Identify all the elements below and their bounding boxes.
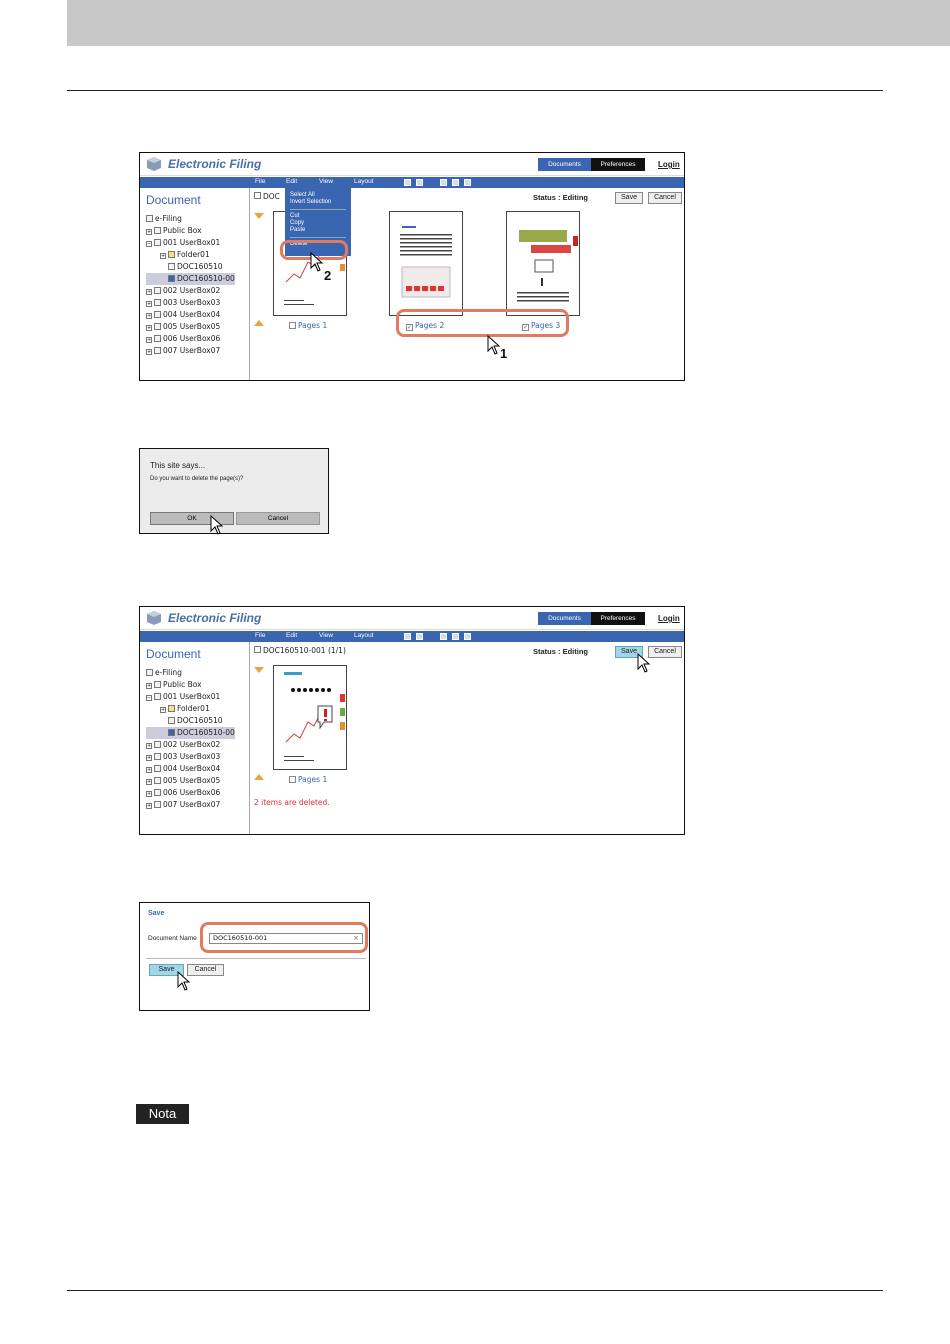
- menu-item-delete[interactable]: Delete: [290, 241, 308, 247]
- box-icon: [154, 335, 161, 342]
- toolbar-cut-icon[interactable]: [440, 179, 447, 186]
- scroll-up-arrow-icon[interactable]: [254, 667, 264, 673]
- step-number-2: 2: [324, 268, 332, 283]
- menu-layout[interactable]: Layout: [354, 632, 374, 639]
- document-name-text: DOC: [263, 192, 280, 201]
- dialog-ok-button[interactable]: OK: [150, 512, 234, 525]
- menu-edit[interactable]: Edit: [286, 632, 298, 639]
- sidebar-title: Document: [146, 647, 201, 661]
- expand-icon[interactable]: +: [147, 803, 152, 809]
- page-3-checkbox[interactable]: ✓: [523, 324, 529, 331]
- efiling-logo-icon: [146, 610, 162, 626]
- tree-item[interactable]: 002 UserBox02: [163, 740, 221, 749]
- page-1-label[interactable]: [289, 321, 327, 330]
- document-name-text: DOC160510-001 (1/1): [263, 646, 346, 655]
- scroll-down-arrow-icon[interactable]: [254, 320, 264, 326]
- sidebar: [140, 642, 250, 834]
- expand-icon[interactable]: +: [147, 229, 152, 235]
- cancel-button[interactable]: Cancel: [648, 192, 682, 204]
- tree-item[interactable]: 006 UserBox06: [163, 788, 221, 797]
- page-thumbnail-image: [390, 212, 462, 315]
- tab-preferences[interactable]: Preferences: [591, 612, 645, 625]
- login-link[interactable]: Login: [658, 614, 680, 623]
- app-title: Electronic Filing: [168, 611, 262, 625]
- app-title: Electronic Filing: [168, 157, 262, 171]
- confirm-dialog: [139, 448, 329, 534]
- tree-item[interactable]: Folder01: [177, 250, 210, 259]
- mouse-cursor-icon: [310, 252, 324, 272]
- expand-icon[interactable]: +: [147, 683, 152, 689]
- box-icon: [154, 789, 161, 796]
- box-icon: [154, 299, 161, 306]
- menu-view[interactable]: View: [319, 178, 333, 185]
- page-thumbnail[interactable]: [506, 211, 580, 316]
- tree-item-selected[interactable]: DOC160510-00: [177, 728, 235, 737]
- sidebar: [140, 188, 250, 380]
- save-button[interactable]: Save: [615, 192, 643, 204]
- tree-item[interactable]: Public Box: [163, 680, 202, 689]
- menu-file[interactable]: File: [255, 178, 266, 185]
- expand-icon[interactable]: +: [147, 791, 152, 797]
- document-name: [254, 192, 280, 201]
- page-thumbnail[interactable]: [273, 665, 347, 770]
- page-1-checkbox[interactable]: [289, 776, 296, 783]
- tab-preferences[interactable]: Preferences: [591, 158, 645, 171]
- document-name: [254, 646, 346, 655]
- expand-icon[interactable]: +: [147, 779, 152, 785]
- tree-item[interactable]: 007 UserBox07: [163, 346, 221, 355]
- dialog-title: This site says...: [150, 461, 206, 470]
- page-1-label-text: Pages 1: [298, 321, 328, 330]
- mouse-cursor-icon: [487, 335, 501, 355]
- tree-item-selected[interactable]: DOC160510-00: [177, 274, 235, 283]
- box-icon: [154, 227, 161, 234]
- mouse-cursor-icon: [637, 653, 651, 673]
- expand-icon[interactable]: +: [161, 707, 166, 713]
- page-header-band: [67, 0, 950, 46]
- save-button[interactable]: Save: [149, 964, 184, 976]
- tree-item[interactable]: Public Box: [163, 226, 202, 235]
- dialog-cancel-button[interactable]: Cancel: [236, 512, 320, 525]
- screenshot-delete-pages: [139, 152, 685, 381]
- deleted-message: 2 items are deleted.: [254, 798, 330, 807]
- toolbar-copy-icon[interactable]: [452, 633, 459, 640]
- footer-rule: [67, 1290, 883, 1291]
- mouse-cursor-icon: [210, 515, 224, 535]
- tree-item[interactable]: 003 UserBox03: [163, 298, 221, 307]
- clear-icon[interactable]: ×: [353, 934, 359, 942]
- box-icon: [154, 753, 161, 760]
- tree-item[interactable]: 001 UserBox01: [163, 692, 221, 701]
- tree-item[interactable]: DOC160510: [177, 716, 223, 725]
- box-icon: [154, 323, 161, 330]
- menu-bar: [140, 177, 684, 188]
- save-dialog: [139, 902, 370, 1011]
- folder-icon: [168, 705, 175, 712]
- menu-bar: [140, 631, 684, 642]
- page-thumbnail-image: [507, 212, 579, 315]
- tree-item[interactable]: 004 UserBox04: [163, 310, 221, 319]
- expand-icon[interactable]: +: [147, 767, 152, 773]
- menu-divider: [290, 237, 346, 238]
- toolbar-save-icon[interactable]: [404, 179, 411, 186]
- dialog-divider: [146, 958, 366, 959]
- tree-item[interactable]: 005 UserBox05: [163, 322, 221, 331]
- menu-item-copy[interactable]: Copy: [290, 220, 305, 226]
- mouse-cursor-icon: [177, 971, 191, 991]
- highlight-document-name: [200, 922, 368, 953]
- document-name-value: DOC160510-001: [213, 934, 268, 942]
- document-icon: [168, 717, 175, 724]
- expand-icon[interactable]: +: [147, 349, 152, 355]
- box-icon: [154, 765, 161, 772]
- highlight-selected-pages: [396, 309, 569, 337]
- tree-item[interactable]: Folder01: [177, 704, 210, 713]
- menu-edit[interactable]: Edit: [286, 178, 298, 185]
- cancel-button[interactable]: Cancel: [187, 964, 224, 976]
- box-icon: [154, 681, 161, 688]
- efiling-icon: [146, 215, 153, 222]
- collapse-icon[interactable]: −: [147, 241, 152, 247]
- box-icon: [154, 741, 161, 748]
- box-icon: [154, 801, 161, 808]
- note-label: Nota: [136, 1104, 189, 1124]
- menu-item-paste[interactable]: Paste: [290, 227, 306, 233]
- dialog-message: Do you want to delete the page(s)?: [150, 476, 244, 482]
- tree-item[interactable]: 002 UserBox02: [163, 286, 221, 295]
- menu-layout[interactable]: Layout: [354, 178, 374, 185]
- document-icon: [254, 646, 261, 653]
- status-text: Status : Editing: [533, 193, 588, 202]
- document-icon: [254, 192, 261, 199]
- efiling-logo-icon: [146, 156, 162, 172]
- step-number-1: 1: [500, 346, 508, 361]
- expand-icon[interactable]: +: [147, 325, 152, 331]
- folder-icon: [168, 251, 175, 258]
- menu-file[interactable]: File: [255, 632, 266, 639]
- menu-divider: [290, 209, 346, 210]
- menu-item-select-all[interactable]: Select All: [290, 192, 315, 198]
- tree-item[interactable]: 005 UserBox05: [163, 776, 221, 785]
- tree-item[interactable]: 003 UserBox03: [163, 752, 221, 761]
- box-icon: [154, 777, 161, 784]
- toolbar-print-icon[interactable]: [416, 179, 423, 186]
- page-thumbnail-image: [274, 666, 346, 769]
- page-thumbnail[interactable]: [389, 211, 463, 316]
- screenshot-after-delete: [139, 606, 685, 835]
- tree-item[interactable]: 001 UserBox01: [163, 238, 221, 247]
- tree-item[interactable]: e-Filing: [155, 668, 182, 677]
- page-1-checkbox[interactable]: [289, 322, 296, 329]
- document-icon: [168, 275, 175, 282]
- folder-tree: [146, 213, 235, 357]
- scroll-up-arrow-icon[interactable]: [254, 213, 264, 219]
- menu-item-invert-selection[interactable]: Invert Selection: [290, 199, 332, 205]
- efiling-icon: [146, 669, 153, 676]
- toolbar-save-icon[interactable]: [404, 633, 411, 640]
- page-2-label-text: Pages 2: [415, 321, 445, 330]
- page-3-label-text: Pages 3: [531, 321, 561, 330]
- tree-item[interactable]: 006 UserBox06: [163, 334, 221, 343]
- app-header: [140, 607, 684, 630]
- scroll-down-arrow-icon[interactable]: [254, 774, 264, 780]
- document-name-label: Document Name: [148, 935, 197, 942]
- app-header: [140, 153, 684, 176]
- menu-view[interactable]: View: [319, 632, 333, 639]
- status-text: Status : Editing: [533, 647, 588, 656]
- box-icon: [154, 693, 161, 700]
- save-dialog-title: Save: [148, 910, 165, 917]
- expand-icon[interactable]: +: [147, 337, 152, 343]
- folder-tree: [146, 667, 235, 811]
- expand-icon[interactable]: +: [147, 301, 152, 307]
- box-icon: [154, 287, 161, 294]
- header-rule: [67, 90, 883, 91]
- tree-item[interactable]: 007 UserBox07: [163, 800, 221, 809]
- toolbar-cut-icon[interactable]: [440, 633, 447, 640]
- expand-icon[interactable]: +: [147, 755, 152, 761]
- document-icon: [168, 263, 175, 270]
- toolbar-paste-icon[interactable]: [464, 179, 471, 186]
- tree-item[interactable]: 004 UserBox04: [163, 764, 221, 773]
- menu-item-cut[interactable]: Cut: [290, 213, 300, 219]
- tab-documents[interactable]: Documents: [538, 612, 591, 625]
- expand-icon[interactable]: +: [147, 313, 152, 319]
- expand-icon[interactable]: +: [147, 289, 152, 295]
- toolbar-copy-icon[interactable]: [452, 179, 459, 186]
- save-button[interactable]: Save: [615, 646, 643, 658]
- collapse-icon[interactable]: −: [147, 695, 152, 701]
- expand-icon[interactable]: +: [147, 743, 152, 749]
- document-icon: [168, 729, 175, 736]
- page-1-label-text: Pages 1: [298, 775, 328, 784]
- login-link[interactable]: Login: [658, 160, 680, 169]
- box-icon: [154, 239, 161, 246]
- page-2-checkbox[interactable]: ✓: [407, 324, 413, 331]
- sidebar-title: Document: [146, 193, 201, 207]
- tab-documents[interactable]: Documents: [538, 158, 591, 171]
- toolbar-paste-icon[interactable]: [464, 633, 471, 640]
- tree-item[interactable]: DOC160510: [177, 262, 223, 271]
- box-icon: [154, 311, 161, 318]
- page-1-label[interactable]: [289, 775, 327, 784]
- tree-item[interactable]: e-Filing: [155, 214, 182, 223]
- expand-icon[interactable]: +: [161, 253, 166, 259]
- document-pane: [251, 642, 684, 834]
- toolbar-print-icon[interactable]: [416, 633, 423, 640]
- box-icon: [154, 347, 161, 354]
- cancel-button[interactable]: Cancel: [648, 646, 682, 658]
